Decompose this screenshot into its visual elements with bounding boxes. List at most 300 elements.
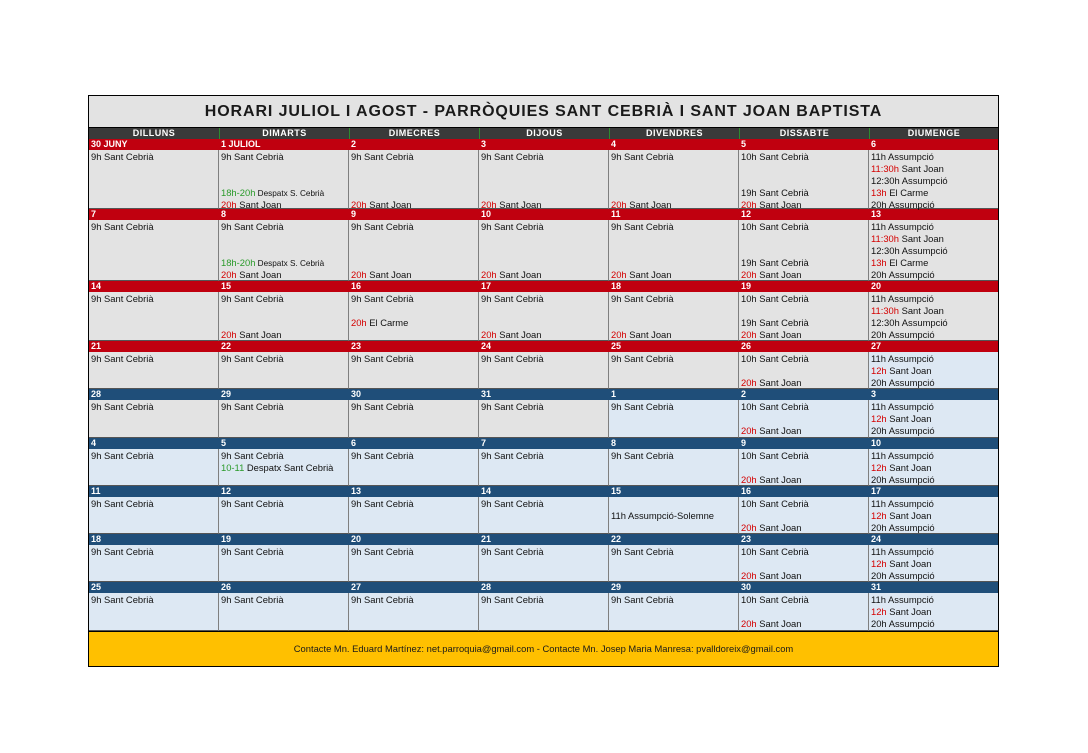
day-number: 7 <box>89 209 219 220</box>
event-text: Sant Joan <box>898 233 944 244</box>
event-text: 11h Assumpció <box>871 498 934 509</box>
event-entry <box>91 353 154 365</box>
event-entry <box>91 594 154 606</box>
event-entry <box>741 425 801 437</box>
event-text: 11h Assumpció <box>871 221 934 232</box>
event-time: 20h <box>741 377 757 388</box>
week-row <box>89 389 998 438</box>
day-cell <box>479 545 609 582</box>
day-cell <box>349 220 479 281</box>
event-text: 10h Sant Cebrià <box>741 546 809 557</box>
day-number: 5 <box>219 438 349 449</box>
event-entry <box>741 450 809 462</box>
event-time: 12h <box>871 413 887 424</box>
event-time: 20h <box>221 329 237 340</box>
event-text: Sant Joan <box>236 269 282 280</box>
weekday-sunday: DIUMENGE <box>869 128 998 139</box>
event-text: 9h Sant Cebrià <box>221 450 284 461</box>
event-entry <box>221 594 284 606</box>
event-entry <box>871 450 934 462</box>
event-entry <box>871 401 934 413</box>
event-time: 20h <box>611 199 627 210</box>
event-entry <box>481 353 544 365</box>
day-cell <box>349 150 479 209</box>
event-text: 11h Assumpció <box>871 151 934 162</box>
event-text: Sant Joan <box>886 606 932 617</box>
event-entry <box>871 257 928 269</box>
week-row <box>89 209 998 281</box>
event-entry <box>221 498 284 510</box>
day-cell <box>89 593 219 631</box>
event-entry <box>221 269 281 281</box>
event-entry <box>351 199 411 211</box>
weekday-thursday: DIJOUS <box>479 128 609 139</box>
day-cell <box>349 545 479 582</box>
event-entry <box>351 546 414 558</box>
event-entry <box>741 293 809 305</box>
event-text: Despatx Sant Cebrià <box>244 462 334 473</box>
event-entry <box>611 546 674 558</box>
event-text: 9h Sant Cebrià <box>481 546 544 557</box>
weekday-saturday: DISSABTE <box>739 128 869 139</box>
day-number: 11 <box>89 486 219 497</box>
day-number: 20 <box>349 534 479 545</box>
event-entry <box>741 221 809 233</box>
weekday-header-row <box>89 128 998 139</box>
event-text: 9h Sant Cebrià <box>351 293 414 304</box>
event-entry <box>351 221 414 233</box>
day-cell <box>739 292 869 341</box>
day-cell <box>479 449 609 486</box>
event-entry <box>611 329 671 341</box>
event-entry <box>741 257 809 269</box>
event-text: Despatx S. Cebrià <box>255 189 325 198</box>
event-entry <box>741 269 801 281</box>
event-text: 9h Sant Cebrià <box>481 450 544 461</box>
event-entry <box>871 187 928 199</box>
day-number: 5 <box>739 139 869 150</box>
event-entry <box>221 199 281 211</box>
day-cell <box>869 400 998 438</box>
event-text: 9h Sant Cebrià <box>351 450 414 461</box>
event-text: Sant Joan <box>626 199 672 210</box>
event-entry <box>871 462 931 474</box>
day-number: 8 <box>219 209 349 220</box>
event-entry <box>481 329 541 341</box>
event-time: 20h <box>741 474 757 485</box>
event-entry <box>741 594 809 606</box>
event-time: 20h <box>741 522 757 533</box>
day-number: 15 <box>609 486 739 497</box>
day-cell <box>609 352 739 389</box>
event-text: 9h Sant Cebrià <box>481 293 544 304</box>
event-time: 11:30h <box>871 233 899 244</box>
event-text: 10h Sant Cebrià <box>741 498 809 509</box>
event-text: 12:30h Assumpció <box>871 245 948 256</box>
event-entry <box>91 450 154 462</box>
day-cell <box>349 352 479 389</box>
week-row <box>89 582 998 631</box>
day-cell <box>739 545 869 582</box>
day-cell <box>219 150 349 209</box>
day-cell <box>219 593 349 631</box>
event-entry <box>221 221 284 233</box>
day-cell <box>739 150 869 209</box>
day-number: 4 <box>609 139 739 150</box>
event-text: 9h Sant Cebrià <box>91 151 154 162</box>
day-number: 18 <box>609 281 739 292</box>
event-entry <box>481 293 544 305</box>
event-entry <box>611 221 674 233</box>
event-text: 9h Sant Cebrià <box>351 594 414 605</box>
event-entry <box>741 187 809 199</box>
weekday-wednesday: DIMECRES <box>349 128 479 139</box>
event-time: 13h <box>871 187 887 198</box>
day-cell <box>609 292 739 341</box>
day-cell <box>89 220 219 281</box>
day-cell <box>739 449 869 486</box>
day-number: 31 <box>479 389 609 400</box>
event-entry <box>611 269 671 281</box>
day-cell <box>219 545 349 582</box>
event-time: 12h <box>871 462 887 473</box>
event-text: 20h Assumpció <box>871 522 935 533</box>
event-text: 9h Sant Cebrià <box>481 498 544 509</box>
day-number: 14 <box>89 281 219 292</box>
day-number: 13 <box>349 486 479 497</box>
event-text: Sant Joan <box>236 199 282 210</box>
event-entry <box>351 401 414 413</box>
event-text: Sant Joan <box>756 329 802 340</box>
event-entry <box>741 474 801 486</box>
event-text: Sant Joan <box>626 269 672 280</box>
event-text: 9h Sant Cebrià <box>91 221 154 232</box>
weekday-tuesday: DIMARTS <box>219 128 349 139</box>
event-entry <box>481 401 544 413</box>
event-time: 20h <box>741 570 757 581</box>
event-time: 20h <box>351 269 367 280</box>
day-cell <box>869 150 998 209</box>
event-text: El Carme <box>886 187 929 198</box>
day-number: 13 <box>869 209 998 220</box>
weekday-friday: DIVENDRES <box>609 128 739 139</box>
day-number: 27 <box>349 582 479 593</box>
event-text: 10h Sant Cebrià <box>741 221 809 232</box>
day-cell <box>219 449 349 486</box>
event-text: 10h Sant Cebrià <box>741 151 809 162</box>
event-entry <box>871 558 931 570</box>
event-entry <box>351 269 411 281</box>
event-time: 20h <box>481 199 497 210</box>
event-text: 9h Sant Cebrià <box>611 401 674 412</box>
event-text: 9h Sant Cebrià <box>481 221 544 232</box>
event-time: 11:30h <box>871 305 899 316</box>
event-entry <box>351 151 414 163</box>
event-time: 10-11 <box>221 462 245 473</box>
event-entry <box>611 199 671 211</box>
event-entry <box>871 353 934 365</box>
event-text: Sant Joan <box>756 618 802 629</box>
event-entry <box>741 199 801 211</box>
week-row <box>89 534 998 582</box>
event-text: Sant Joan <box>886 365 932 376</box>
day-cell <box>739 593 869 631</box>
event-entry <box>351 293 414 305</box>
event-entry <box>221 151 284 163</box>
event-time: 20h <box>351 199 367 210</box>
event-text: Sant Joan <box>366 199 412 210</box>
day-number: 20 <box>869 281 998 292</box>
event-text: 9h Sant Cebrià <box>611 353 674 364</box>
event-text: 20h Assumpció <box>871 269 935 280</box>
day-cell <box>219 497 349 534</box>
event-time: 20h <box>741 329 757 340</box>
event-text: 9h Sant Cebrià <box>611 151 674 162</box>
event-text: El Carme <box>366 317 409 328</box>
event-entry <box>221 293 284 305</box>
day-cell <box>89 292 219 341</box>
day-cell <box>869 593 998 631</box>
event-text: 11h Assumpció <box>871 594 934 605</box>
day-cell <box>349 400 479 438</box>
event-text: Sant Joan <box>496 329 542 340</box>
day-cell <box>609 497 739 534</box>
day-cell <box>869 449 998 486</box>
event-text: 9h Sant Cebrià <box>221 594 284 605</box>
event-time: 12h <box>871 510 887 521</box>
event-text: Despatx S. Cebrià <box>255 259 325 268</box>
event-time: 12h <box>871 606 887 617</box>
event-text: 20h Assumpció <box>871 618 935 629</box>
event-text: 9h Sant Cebrià <box>611 450 674 461</box>
event-entry <box>91 401 154 413</box>
day-number: 12 <box>739 209 869 220</box>
event-entry <box>481 498 544 510</box>
week-row <box>89 438 998 486</box>
day-number: 22 <box>609 534 739 545</box>
day-cell <box>609 545 739 582</box>
week-row <box>89 341 998 389</box>
event-time: 11:30h <box>871 163 899 174</box>
event-entry <box>481 269 541 281</box>
event-text: 9h Sant Cebrià <box>221 546 284 557</box>
event-text: Sant Joan <box>626 329 672 340</box>
day-number: 3 <box>869 389 998 400</box>
event-text: 9h Sant Cebrià <box>91 353 154 364</box>
event-entry <box>871 522 935 534</box>
day-cell <box>479 593 609 631</box>
day-number: 3 <box>479 139 609 150</box>
event-entry <box>91 293 154 305</box>
day-number: 9 <box>739 438 869 449</box>
day-number: 2 <box>349 139 479 150</box>
day-number: 1 <box>609 389 739 400</box>
day-number: 10 <box>869 438 998 449</box>
day-cell <box>479 150 609 209</box>
event-entry <box>351 450 414 462</box>
day-number: 30 <box>349 389 479 400</box>
event-text: 9h Sant Cebrià <box>481 151 544 162</box>
event-text: 11h Assumpció-Solemne <box>611 510 715 521</box>
event-entry <box>741 522 801 534</box>
day-number: 28 <box>89 389 219 400</box>
event-text: 9h Sant Cebrià <box>481 353 544 364</box>
event-entry <box>221 257 324 269</box>
event-entry <box>871 269 935 281</box>
event-text: Sant Joan <box>496 269 542 280</box>
day-number: 2 <box>739 389 869 400</box>
week-row <box>89 486 998 534</box>
event-entry <box>221 401 284 413</box>
day-number: 17 <box>869 486 998 497</box>
event-text: 9h Sant Cebrià <box>481 594 544 605</box>
day-number: 31 <box>869 582 998 593</box>
day-number: 30 <box>739 582 869 593</box>
event-text: Sant Joan <box>496 199 542 210</box>
day-cell <box>479 497 609 534</box>
event-entry <box>871 413 931 425</box>
week-row <box>89 139 998 209</box>
event-text: 9h Sant Cebrià <box>91 401 154 412</box>
event-text: 9h Sant Cebrià <box>351 546 414 557</box>
day-cell <box>219 352 349 389</box>
day-number: 27 <box>869 341 998 352</box>
event-text: 11h Assumpció <box>871 450 934 461</box>
event-text: Sant Joan <box>886 558 932 569</box>
contact-footer: Contacte Mn. Eduard Martínez: net.parroquia@gmail.com - Contacte Mn. Josep Maria Manresa: pvalldoreix@gmail.com <box>89 631 998 666</box>
day-number: 10 <box>479 209 609 220</box>
day-number: 21 <box>479 534 609 545</box>
event-time: 20h <box>741 425 757 436</box>
day-cell <box>89 150 219 209</box>
event-entry <box>871 329 935 341</box>
calendar-grid <box>89 139 998 631</box>
event-entry <box>221 450 284 462</box>
event-time: 20h <box>221 199 237 210</box>
event-text: El Carme <box>886 257 929 268</box>
event-entry <box>351 498 414 510</box>
event-entry <box>221 462 333 474</box>
event-time: 20h <box>221 269 237 280</box>
event-entry <box>741 151 809 163</box>
event-entry <box>871 233 944 245</box>
day-cell <box>89 545 219 582</box>
week-row <box>89 281 998 341</box>
event-entry <box>481 546 544 558</box>
event-entry <box>741 618 801 630</box>
event-time: 18h-20h <box>221 187 256 198</box>
day-number: 25 <box>89 582 219 593</box>
day-number: 28 <box>479 582 609 593</box>
day-number: 19 <box>219 534 349 545</box>
event-entry <box>871 163 944 175</box>
event-text: 9h Sant Cebrià <box>351 353 414 364</box>
page-title: HORARI JULIOL I AGOST - PARRÒQUIES SANT CEBRIÀ I SANT JOAN BAPTISTA <box>89 96 998 128</box>
event-text: 10h Sant Cebrià <box>741 353 809 364</box>
event-text: 19h Sant Cebrià <box>741 187 809 198</box>
day-cell <box>89 352 219 389</box>
day-number: 1 JULIOL <box>219 139 349 150</box>
event-text: Sant Joan <box>756 474 802 485</box>
event-text: 20h Assumpció <box>871 474 935 485</box>
event-entry <box>871 510 931 522</box>
day-number: 18 <box>89 534 219 545</box>
day-number: 26 <box>739 341 869 352</box>
event-entry <box>221 187 324 199</box>
event-text: Sant Joan <box>886 462 932 473</box>
day-cell <box>869 292 998 341</box>
event-entry <box>741 570 801 582</box>
event-entry <box>91 151 154 163</box>
event-text: Sant Joan <box>756 425 802 436</box>
day-number: 23 <box>739 534 869 545</box>
event-text: 20h Assumpció <box>871 377 935 388</box>
event-text: 9h Sant Cebrià <box>91 594 154 605</box>
event-text: Sant Joan <box>898 163 944 174</box>
schedule-sheet <box>88 95 999 667</box>
event-text: Sant Joan <box>756 269 802 280</box>
event-text: 9h Sant Cebrià <box>221 151 284 162</box>
day-cell <box>479 400 609 438</box>
event-entry <box>221 546 284 558</box>
event-time: 18h-20h <box>221 257 256 268</box>
event-entry <box>871 546 934 558</box>
day-cell <box>479 292 609 341</box>
event-entry <box>871 365 931 377</box>
event-entry <box>871 618 935 630</box>
event-text: 19h Sant Cebrià <box>741 257 809 268</box>
day-number: 23 <box>349 341 479 352</box>
day-number: 29 <box>219 389 349 400</box>
event-time: 20h <box>741 199 757 210</box>
day-cell <box>219 220 349 281</box>
event-entry <box>871 175 948 187</box>
day-number: 22 <box>219 341 349 352</box>
event-entry <box>91 498 154 510</box>
day-number: 24 <box>479 341 609 352</box>
day-cell <box>89 497 219 534</box>
event-text: 9h Sant Cebrià <box>221 498 284 509</box>
event-entry <box>871 245 948 257</box>
event-entry <box>871 305 944 317</box>
event-text: 9h Sant Cebrià <box>91 293 154 304</box>
event-entry <box>871 293 934 305</box>
event-entry <box>741 546 809 558</box>
event-text: 9h Sant Cebrià <box>351 401 414 412</box>
event-entry <box>741 317 809 329</box>
day-cell <box>219 292 349 341</box>
event-entry <box>741 377 801 389</box>
day-number: 15 <box>219 281 349 292</box>
day-cell <box>479 352 609 389</box>
event-text: 20h Assumpció <box>871 329 935 340</box>
event-entry <box>611 450 674 462</box>
event-text: Sant Joan <box>886 413 932 424</box>
event-time: 13h <box>871 257 887 268</box>
event-text: 10h Sant Cebrià <box>741 450 809 461</box>
event-entry <box>351 353 414 365</box>
day-number: 9 <box>349 209 479 220</box>
event-text: 9h Sant Cebrià <box>611 221 674 232</box>
event-text: 9h Sant Cebrià <box>611 594 674 605</box>
event-text: 11h Assumpció <box>871 353 934 364</box>
day-cell <box>89 400 219 438</box>
event-text: Sant Joan <box>756 570 802 581</box>
event-text: 9h Sant Cebrià <box>91 546 154 557</box>
day-cell <box>349 292 479 341</box>
event-text: 12:30h Assumpció <box>871 317 948 328</box>
day-cell <box>869 497 998 534</box>
